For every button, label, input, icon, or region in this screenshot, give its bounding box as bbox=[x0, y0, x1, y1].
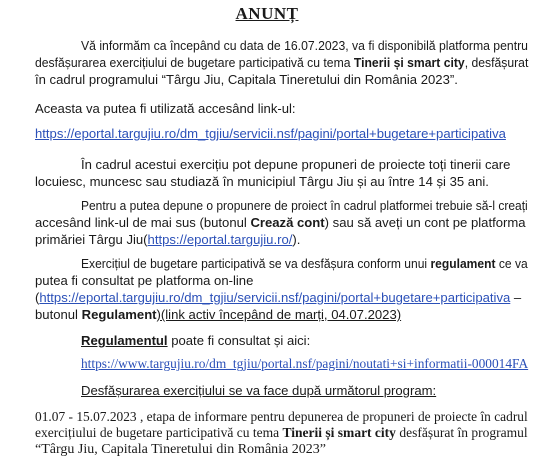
schedule-heading: Desfășurarea exercițiului se va face după următorul program: bbox=[81, 383, 437, 398]
regulation-consult-text: Regulamentul poate fi consultat și aici: bbox=[81, 333, 311, 348]
account-line-3: primăriei Târgu Jiu(https://eportal.targujiu.ro/). bbox=[35, 232, 301, 247]
account-line-1: Pentru a putea depune o propunere de proiect în cadrul platformei trebuie să-l creați bbox=[81, 198, 528, 213]
schedule-line-3: “Târgu Jiu, Capitala Tineretului din România 2023” bbox=[35, 442, 326, 457]
eligibility-line-2: locuiesc, muncesc sau studiază în municipiul Târgu Jiu și au între 14 și 35 ani. bbox=[35, 174, 489, 189]
regulation-bold: regulament bbox=[430, 256, 496, 271]
eportal-link[interactable]: https://eportal.targujiu.ro/ bbox=[147, 232, 293, 247]
access-text: Aceasta va putea fi utilizată accesând link-ul: bbox=[35, 101, 296, 116]
news-link[interactable]: https://www.targujiu.ro/dm_tgjiu/portal.nsf/pagini/noutati+si+informatii-000014FA bbox=[81, 357, 529, 372]
regulation-button-bold: Regulament bbox=[81, 307, 157, 322]
regulation-title-bold: Regulamentul bbox=[81, 333, 168, 348]
theme-bold: Tinerii și smart city bbox=[353, 55, 465, 70]
intro-line-2: desfășurarea exercițiului de bugetare participativă cu tema Tinerii și smart city, desfășurat bbox=[35, 55, 529, 70]
regulation-line-4: butonul Regulament)(link activ începând de marți, 04.07.2023) bbox=[35, 307, 402, 322]
regulation-line-3: (https://eportal.targujiu.ro/dm_tgjiu/servicii.nsf/pagini/portal+bugetare+participativa – bbox=[35, 290, 522, 305]
page-title: ANUNȚ bbox=[235, 4, 299, 23]
account-line-2: accesând link-ul de mai sus (butonul Crează cont) sau să aveți un cont pe platforma bbox=[35, 215, 526, 230]
portal-link[interactable]: https://eportal.targujiu.ro/dm_tgjiu/servicii.nsf/pagini/portal+bugetare+participativa bbox=[35, 126, 506, 141]
regulation-line-2: putea fi consultat pe platforma on-line bbox=[35, 273, 254, 288]
schedule-theme-bold: Tinerii și smart city bbox=[282, 426, 396, 441]
link-active-note: )(link activ începând de marți, 04.07.2023) bbox=[156, 307, 402, 322]
intro-line-1: Vă informăm ca începând cu data de 16.07.2023, va fi disponibilă platforma pentru bbox=[81, 38, 528, 53]
schedule-line-1: 01.07 - 15.07.2023 , etapa de informare pentru depunerea de propuneri de proiecte în cadrul bbox=[35, 410, 528, 425]
eligibility-line-1: În cadrul acestui exercițiu pot depune propuneri de proiecte toți tinerii care bbox=[81, 157, 511, 172]
regulation-portal-link[interactable]: https://eportal.targujiu.ro/dm_tgjiu/servicii.nsf/pagini/portal+bugetare+participativa bbox=[39, 290, 511, 305]
schedule-line-2: exercițiului de bugetare participativă cu tema Tinerii și smart city desfășurat în programul bbox=[35, 426, 528, 441]
create-account-bold: Crează cont bbox=[250, 215, 325, 230]
regulation-line-1: Exercițiul de bugetare participativă se va desfășura conform unui regulament ce va bbox=[81, 256, 528, 271]
intro-line-3: în cadrul programului “Târgu Jiu, Capitala Tineretului din România 2023”. bbox=[35, 72, 458, 87]
